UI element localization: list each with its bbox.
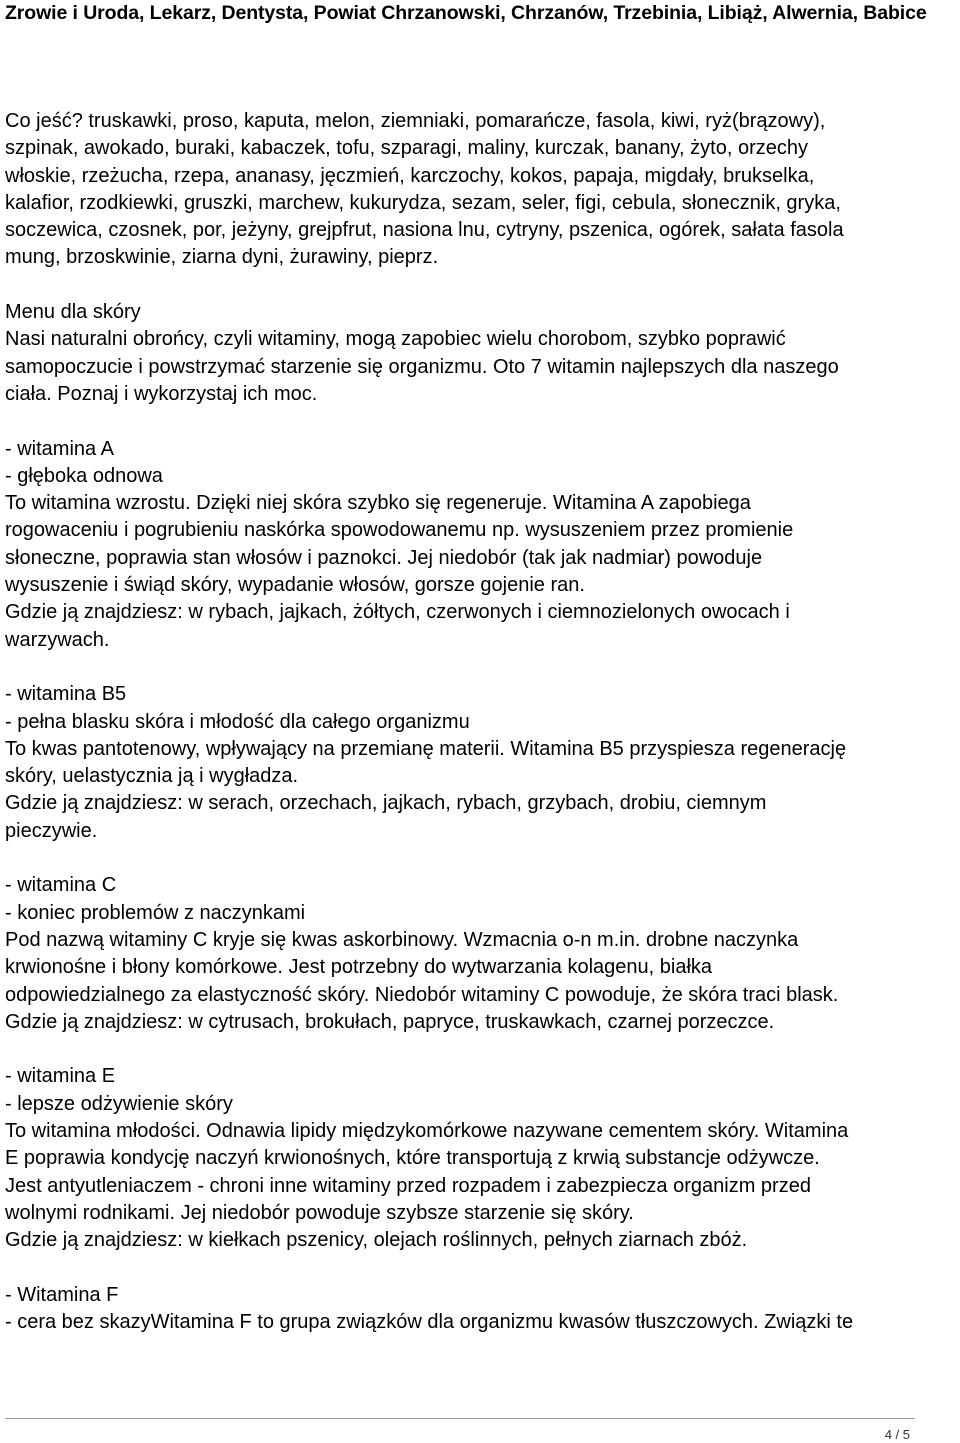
text-line: Gdzie ją znajdziesz: w rybach, jajkach, żółtych, czerwonych i ciemnozielonych owocach i: [5, 601, 790, 624]
text-line: E poprawia kondycję naczyń krwionośnych, które transportują z krwią substancje odżywcze.: [5, 1147, 820, 1170]
paragraph-gap: [5, 845, 955, 872]
section-heading: Menu dla skóry: [5, 301, 141, 324]
text-line: odpowiedzialnego za elastyczność skóry. Niedobór witaminy C powoduje, że skóra traci blask.: [5, 983, 839, 1006]
text-line: rogowaceniu i pogrubieniu naskórka spowodowanemu np. wysuszeniem przez promienie: [5, 519, 794, 542]
vitamin-subheading: - lepsze odżywienie skóry: [5, 1092, 233, 1115]
text-line: soczewica, czosnek, por, jeżyny, grejpfrut, nasiona lnu, cytryny, pszenica, ogórek, sałata fasola: [5, 219, 844, 242]
page-footer: [0, 1418, 960, 1443]
vitamin-heading: - witamina A: [5, 437, 114, 460]
vitamin-c-section: [5, 872, 955, 1036]
text-line: wysuszenie i świąd skóry, wypadanie włosów, gorsze gojenie ran.: [5, 574, 585, 597]
page-number: 4 / 5: [884, 1427, 910, 1442]
text-line: warzywach.: [5, 628, 110, 651]
vitamin-heading: - witamina C: [5, 874, 117, 897]
text-line: Jest antyutleniaczem - chroni inne witaminy przed rozpadem i zabezpiecza organizm przed: [5, 1174, 811, 1197]
text-line: włoskie, rzeżucha, rzepa, ananasy, jęczmień, karczochy, kokos, papaja, migdały, brukselka,: [5, 164, 815, 187]
text-line: To witamina młodości. Odnawia lipidy międzykomórkowe nazywane cementem skóry. Witamina: [5, 1119, 849, 1142]
vitamin-heading: - witamina B5: [5, 683, 127, 706]
text-line: skóry, uelastycznia ją i wygładza.: [5, 765, 299, 788]
text-line: ciała. Poznaj i wykorzystaj ich moc.: [5, 382, 318, 405]
document-body: [5, 108, 955, 1336]
paragraph-gap: [5, 408, 955, 435]
paragraph-gap: [5, 1036, 955, 1063]
text-line: Pod nazwą witaminy C kryje się kwas askorbinowy. Wzmacnia o-n m.in. drobne naczynka: [5, 928, 799, 951]
text-line: szpinak, awokado, buraki, kabaczek, tofu, szparagi, maliny, kurczak, banany, żyto, orzechy: [5, 137, 808, 160]
text-line: To kwas pantotenowy, wpływający na przemianę materii. Witamina B5 przyspiesza regenerację: [5, 737, 847, 760]
text-line: krwionośne i błony komórkowe. Jest potrzebny do wytwarzania kolagenu, białka: [5, 956, 713, 979]
text-line: - cera bez skazyWitamina F to grupa związków dla organizmu kwasów tłuszczowych. Związki te: [5, 1311, 854, 1334]
paragraph-gap: [5, 272, 955, 299]
vitamin-subheading: - głęboka odnowa: [5, 464, 163, 487]
vitamin-subheading: - pełna blasku skóra i młodość dla całego organizmu: [5, 710, 470, 733]
text-line: samopoczucie i powstrzymać starzenie się organizmu. Oto 7 witamin najlepszych dla naszego: [5, 355, 839, 378]
vitamin-e-section: [5, 1063, 955, 1254]
vitamin-heading: - Witamina F: [5, 1283, 119, 1306]
vitamin-subheading: - koniec problemów z naczynkami: [5, 901, 306, 924]
text-line: kalafior, rzodkiewki, gruszki, marchew, kukurydza, sezam, seler, figi, cebula, słonecznik, gryka,: [5, 191, 841, 214]
text-line: Co jeść? truskawki, proso, kaputa, melon, ziemniaki, pomarańcze, fasola, kiwi, ryż(brązowy),: [5, 110, 826, 132]
text-line: pieczywie.: [5, 819, 98, 842]
document-header-title: Zrowie i Uroda, Lekarz, Dentysta, Powiat Chrzanowski, Chrzanów, Trzebinia, Libiąż, Alwernia, Babice: [5, 2, 927, 24]
footer-divider: [5, 1418, 915, 1419]
text-line: Nasi naturalni obrońcy, czyli witaminy, mogą zapobiec wielu chorobom, szybko poprawić: [5, 328, 786, 351]
paragraph-gap: [5, 654, 955, 681]
vitamin-f-section: [5, 1282, 955, 1337]
menu-section: [5, 299, 955, 408]
text-line: Gdzie ją znajdziesz: w cytrusach, brokułach, papryce, truskawkach, czarnej porzeczce.: [5, 1010, 775, 1033]
vitamin-a-section: [5, 436, 955, 654]
foods-paragraph: [5, 108, 955, 272]
text-line: Gdzie ją znajdziesz: w serach, orzechach, jajkach, rybach, grzybach, drobiu, ciemnym: [5, 792, 767, 815]
vitamin-heading: - witamina E: [5, 1065, 116, 1088]
text-line: mung, brzoskwinie, ziarna dyni, żurawiny, pieprz.: [5, 246, 439, 269]
paragraph-gap: [5, 1254, 955, 1281]
text-line: słoneczne, poprawia stan włosów i paznokci. Jej niedobór (tak jak nadmiar) powoduje: [5, 546, 763, 569]
text-line: Gdzie ją znajdziesz: w kiełkach pszenicy, olejach roślinnych, pełnych ziarnach zbóż.: [5, 1229, 748, 1252]
text-line: wolnymi rodnikami. Jej niedobór powoduje szybsze starzenie się skóry.: [5, 1201, 634, 1224]
text-line: To witamina wzrostu. Dzięki niej skóra szybko się regeneruje. Witamina A zapobiega: [5, 492, 751, 515]
vitamin-b5-section: [5, 681, 955, 845]
